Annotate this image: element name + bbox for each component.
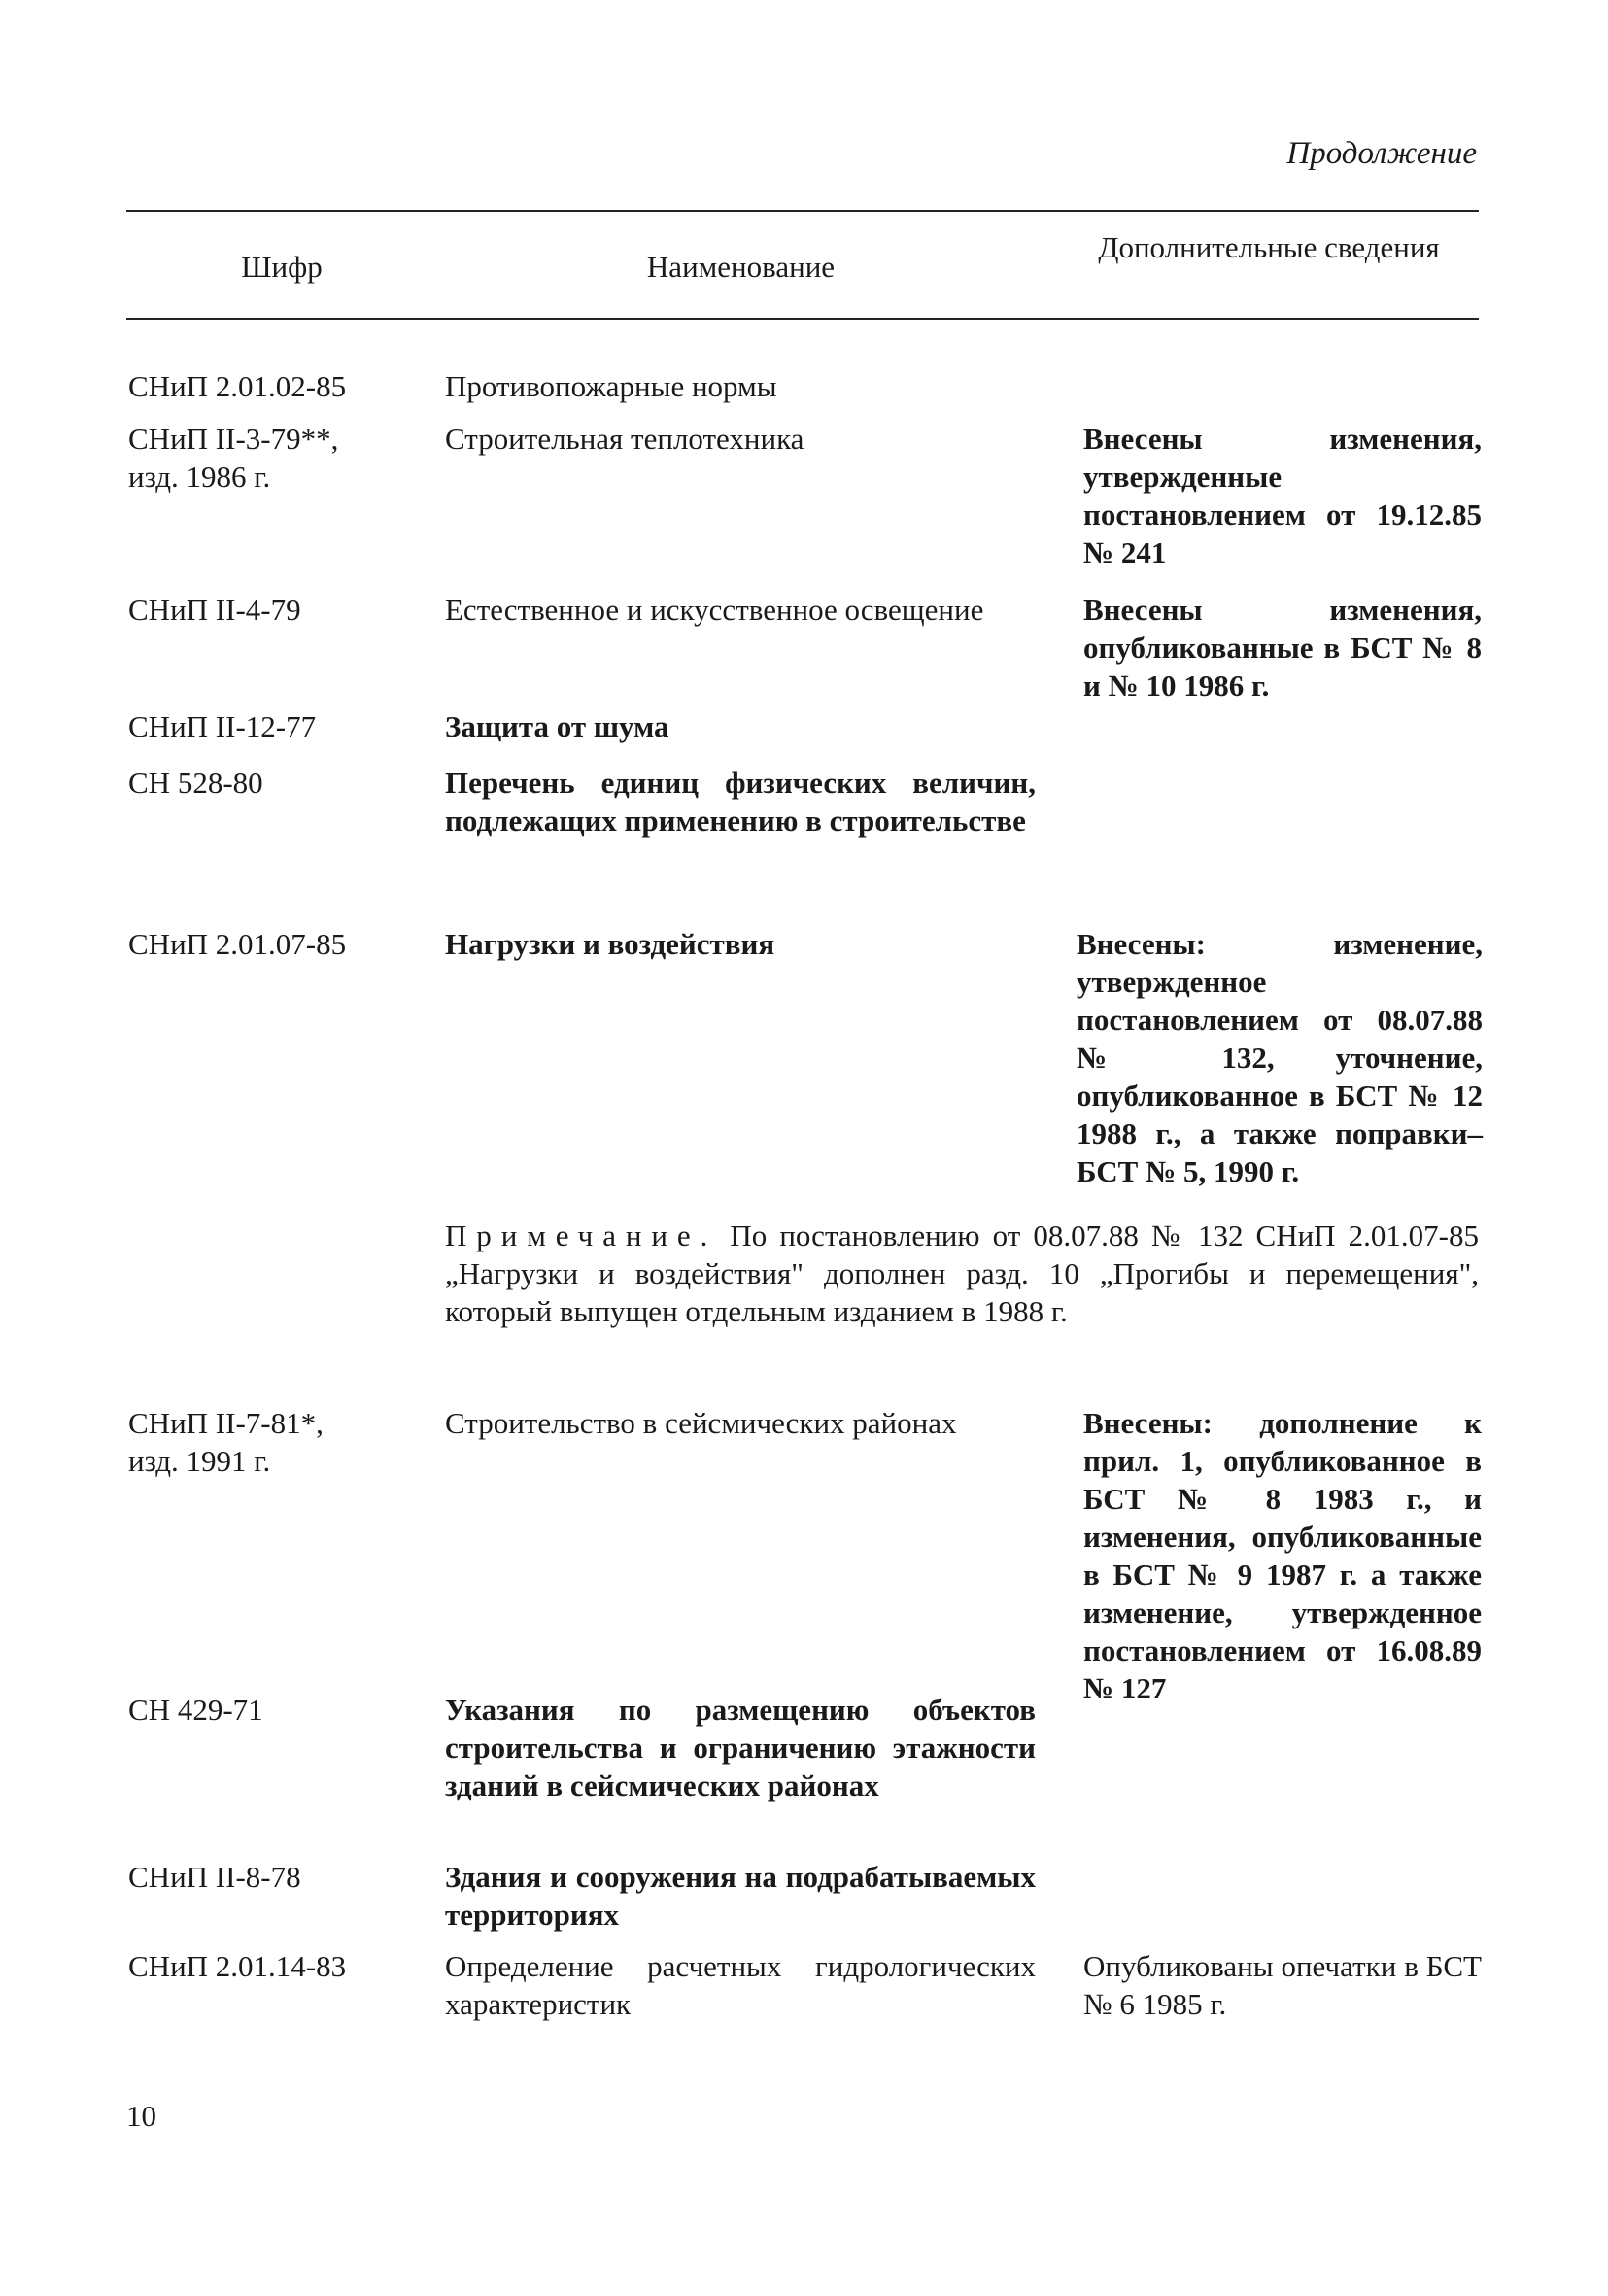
row-code: СНиП II-12-77	[128, 709, 317, 743]
row-code: СНиП 2.01.07-85	[128, 927, 347, 961]
row-code: СН 528-80	[128, 766, 263, 800]
row-name: Естественное и искусственное освещение	[445, 593, 984, 627]
row-name: Определение расчетных гидрологических характеристик	[445, 1949, 1036, 2021]
column-header-name: Наименование	[646, 250, 836, 284]
row-code: СНиП II-4-79	[128, 593, 301, 627]
table-header-rule	[126, 318, 1479, 320]
column-header-info: Дополнительные сведения	[1098, 230, 1440, 264]
row-name: Защита от шума	[445, 709, 669, 743]
row-code: СНиП 2.01.02-85	[128, 369, 347, 403]
row-code: СНиП II-8-78	[128, 1860, 301, 1894]
row-name: Перечень единиц физических величин, подлежащих применению в строительстве	[445, 766, 1036, 838]
note-label: Примечание.	[445, 1218, 718, 1252]
row-info: Внесены: дополнение к прил. 1, опубликованное в БСТ № 8 1983 г., и изменения, опубликованные в БСТ № 9 1987 г. а также изменение, утвержденное постановлением от 16.08.89 № 127	[1083, 1406, 1482, 1705]
row-info: Внесены изменения, опубликованные в БСТ № 8 и № 10 1986 г.	[1083, 593, 1482, 703]
table-top-rule	[126, 210, 1479, 212]
continuation-label: Продолжение	[1286, 136, 1477, 171]
row-name: Здания и сооружения на подрабатываемых территориях	[445, 1860, 1036, 1932]
row-info: Внесены изменения, утвержденные постановлением от 19.12.85 № 241	[1083, 422, 1482, 569]
row-info: Опубликованы опечатки в БСТ № 6 1985 г.	[1083, 1949, 1482, 2021]
row-code: СН 429-71	[128, 1693, 263, 1727]
row-name: Строительство в сейсмических районах	[445, 1406, 957, 1440]
row-name: Строительная теплотехника	[445, 422, 804, 456]
row-info: Внесены: изменение, утвержденное постановлением от 08.07.88 № 132, уточнение, опубликованное в БСТ № 12 1988 г., а также поправки–БСТ № 5, 1990 г.	[1077, 927, 1483, 1188]
row-name: Противопожарные нормы	[445, 369, 777, 403]
row-code: СНиП II-3-79**, изд. 1986 г.	[128, 422, 339, 494]
row-code: СНиП II-7-81*, изд. 1991 г.	[128, 1406, 324, 1478]
column-header-code: Шифр	[241, 250, 323, 284]
note-text: По постановлению от 08.07.88 № 132 СНиП 2.01.07-85 „Нагрузки и воздействия" дополнен разд. 10 „Прогибы и перемещения", который выпущен отдельным изданием в 1988 г.	[445, 1218, 1479, 1328]
row-code: СНиП 2.01.14-83	[128, 1949, 347, 1983]
row-name: Указания по размещению объектов строительства и ограничению этажности зданий в сейсмических районах	[445, 1693, 1036, 1802]
row-name: Нагрузки и воздействия	[445, 927, 775, 961]
table-note	[445, 1217, 1479, 1330]
page-number: 10	[126, 2099, 156, 2133]
